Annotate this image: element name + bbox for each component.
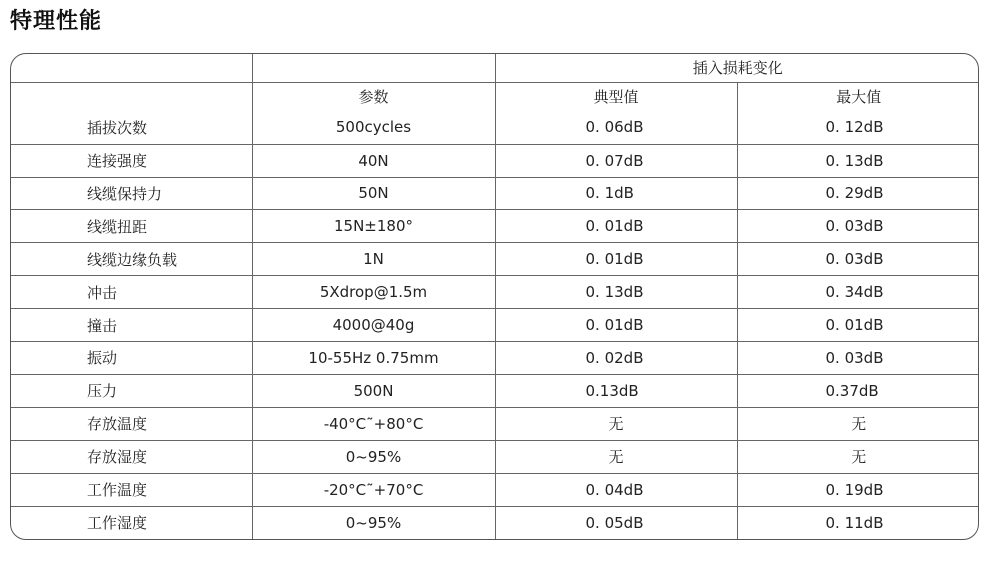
header-empty-cell — [252, 54, 495, 82]
row-param-cell: 4000@40g — [252, 309, 495, 342]
row-name-cell: 连接强度 — [11, 144, 252, 177]
page-title: 特理性能 — [10, 9, 103, 34]
insertion-loss-header: 插入损耗变化 — [495, 54, 979, 82]
row-param-cell: 15N±180° — [252, 210, 495, 243]
row-name-cell: 线缆扭距 — [11, 210, 252, 243]
spec-table — [11, 54, 979, 539]
row-max-cell: 0. 12dB — [737, 111, 979, 144]
row-param-cell: 50N — [252, 177, 495, 210]
table-row — [11, 374, 979, 407]
row-max-cell: 无 — [737, 407, 979, 440]
row-typical-cell: 0. 02dB — [495, 342, 737, 375]
row-max-cell: 0. 03dB — [737, 210, 979, 243]
table-row — [11, 111, 979, 144]
row-typical-cell: 0. 1dB — [495, 177, 737, 210]
table-row — [11, 276, 979, 309]
row-typical-cell: 0. 06dB — [495, 111, 737, 144]
row-param-cell: 5Xdrop@1.5m — [252, 276, 495, 309]
row-param-cell: 0~95% — [252, 506, 495, 539]
performance-table — [10, 53, 979, 540]
row-name-cell: 存放湿度 — [11, 440, 252, 473]
row-typical-cell: 0. 01dB — [495, 210, 737, 243]
table-row — [11, 473, 979, 506]
row-name-cell: 存放温度 — [11, 407, 252, 440]
row-typical-cell: 无 — [495, 407, 737, 440]
row-typical-cell: 0. 01dB — [495, 309, 737, 342]
table-row — [11, 407, 979, 440]
header-empty-cell — [11, 82, 252, 111]
row-max-cell: 无 — [737, 440, 979, 473]
row-name-cell: 插拔次数 — [11, 111, 252, 144]
row-max-cell: 0.37dB — [737, 374, 979, 407]
row-param-cell: -20°C˜+70°C — [252, 473, 495, 506]
table-body — [11, 111, 979, 539]
row-name-cell: 冲击 — [11, 276, 252, 309]
header-row-group — [11, 54, 979, 82]
row-name-cell: 振动 — [11, 342, 252, 375]
row-typical-cell: 0. 13dB — [495, 276, 737, 309]
table-row — [11, 243, 979, 276]
row-param-cell: 0~95% — [252, 440, 495, 473]
table-row — [11, 144, 979, 177]
row-typical-cell: 0. 07dB — [495, 144, 737, 177]
table-row — [11, 440, 979, 473]
row-max-cell: 0. 13dB — [737, 144, 979, 177]
row-max-cell: 0. 34dB — [737, 276, 979, 309]
row-max-cell: 0. 01dB — [737, 309, 979, 342]
table-row — [11, 342, 979, 375]
param-header: 参数 — [252, 82, 495, 111]
row-max-cell: 0. 03dB — [737, 243, 979, 276]
row-typical-cell: 0. 05dB — [495, 506, 737, 539]
row-max-cell: 0. 29dB — [737, 177, 979, 210]
row-param-cell: 500N — [252, 374, 495, 407]
row-param-cell: 1N — [252, 243, 495, 276]
table-row — [11, 309, 979, 342]
row-param-cell: 10-55Hz 0.75mm — [252, 342, 495, 375]
max-header: 最大值 — [737, 82, 979, 111]
row-name-cell: 线缆边缘负载 — [11, 243, 252, 276]
row-max-cell: 0. 19dB — [737, 473, 979, 506]
row-typical-cell: 0.13dB — [495, 374, 737, 407]
header-empty-cell — [11, 54, 252, 82]
row-param-cell: 40N — [252, 144, 495, 177]
header-row-columns — [11, 82, 979, 111]
row-name-cell: 工作温度 — [11, 473, 252, 506]
row-name-cell: 工作湿度 — [11, 506, 252, 539]
table-row — [11, 210, 979, 243]
table-row — [11, 506, 979, 539]
row-typical-cell: 0. 01dB — [495, 243, 737, 276]
row-max-cell: 0. 11dB — [737, 506, 979, 539]
row-name-cell: 撞击 — [11, 309, 252, 342]
table-row — [11, 177, 979, 210]
row-param-cell: 500cycles — [252, 111, 495, 144]
row-param-cell: -40°C˜+80°C — [252, 407, 495, 440]
row-max-cell: 0. 03dB — [737, 342, 979, 375]
row-name-cell: 压力 — [11, 374, 252, 407]
row-typical-cell: 无 — [495, 440, 737, 473]
row-typical-cell: 0. 04dB — [495, 473, 737, 506]
row-name-cell: 线缆保持力 — [11, 177, 252, 210]
typical-header: 典型值 — [495, 82, 737, 111]
